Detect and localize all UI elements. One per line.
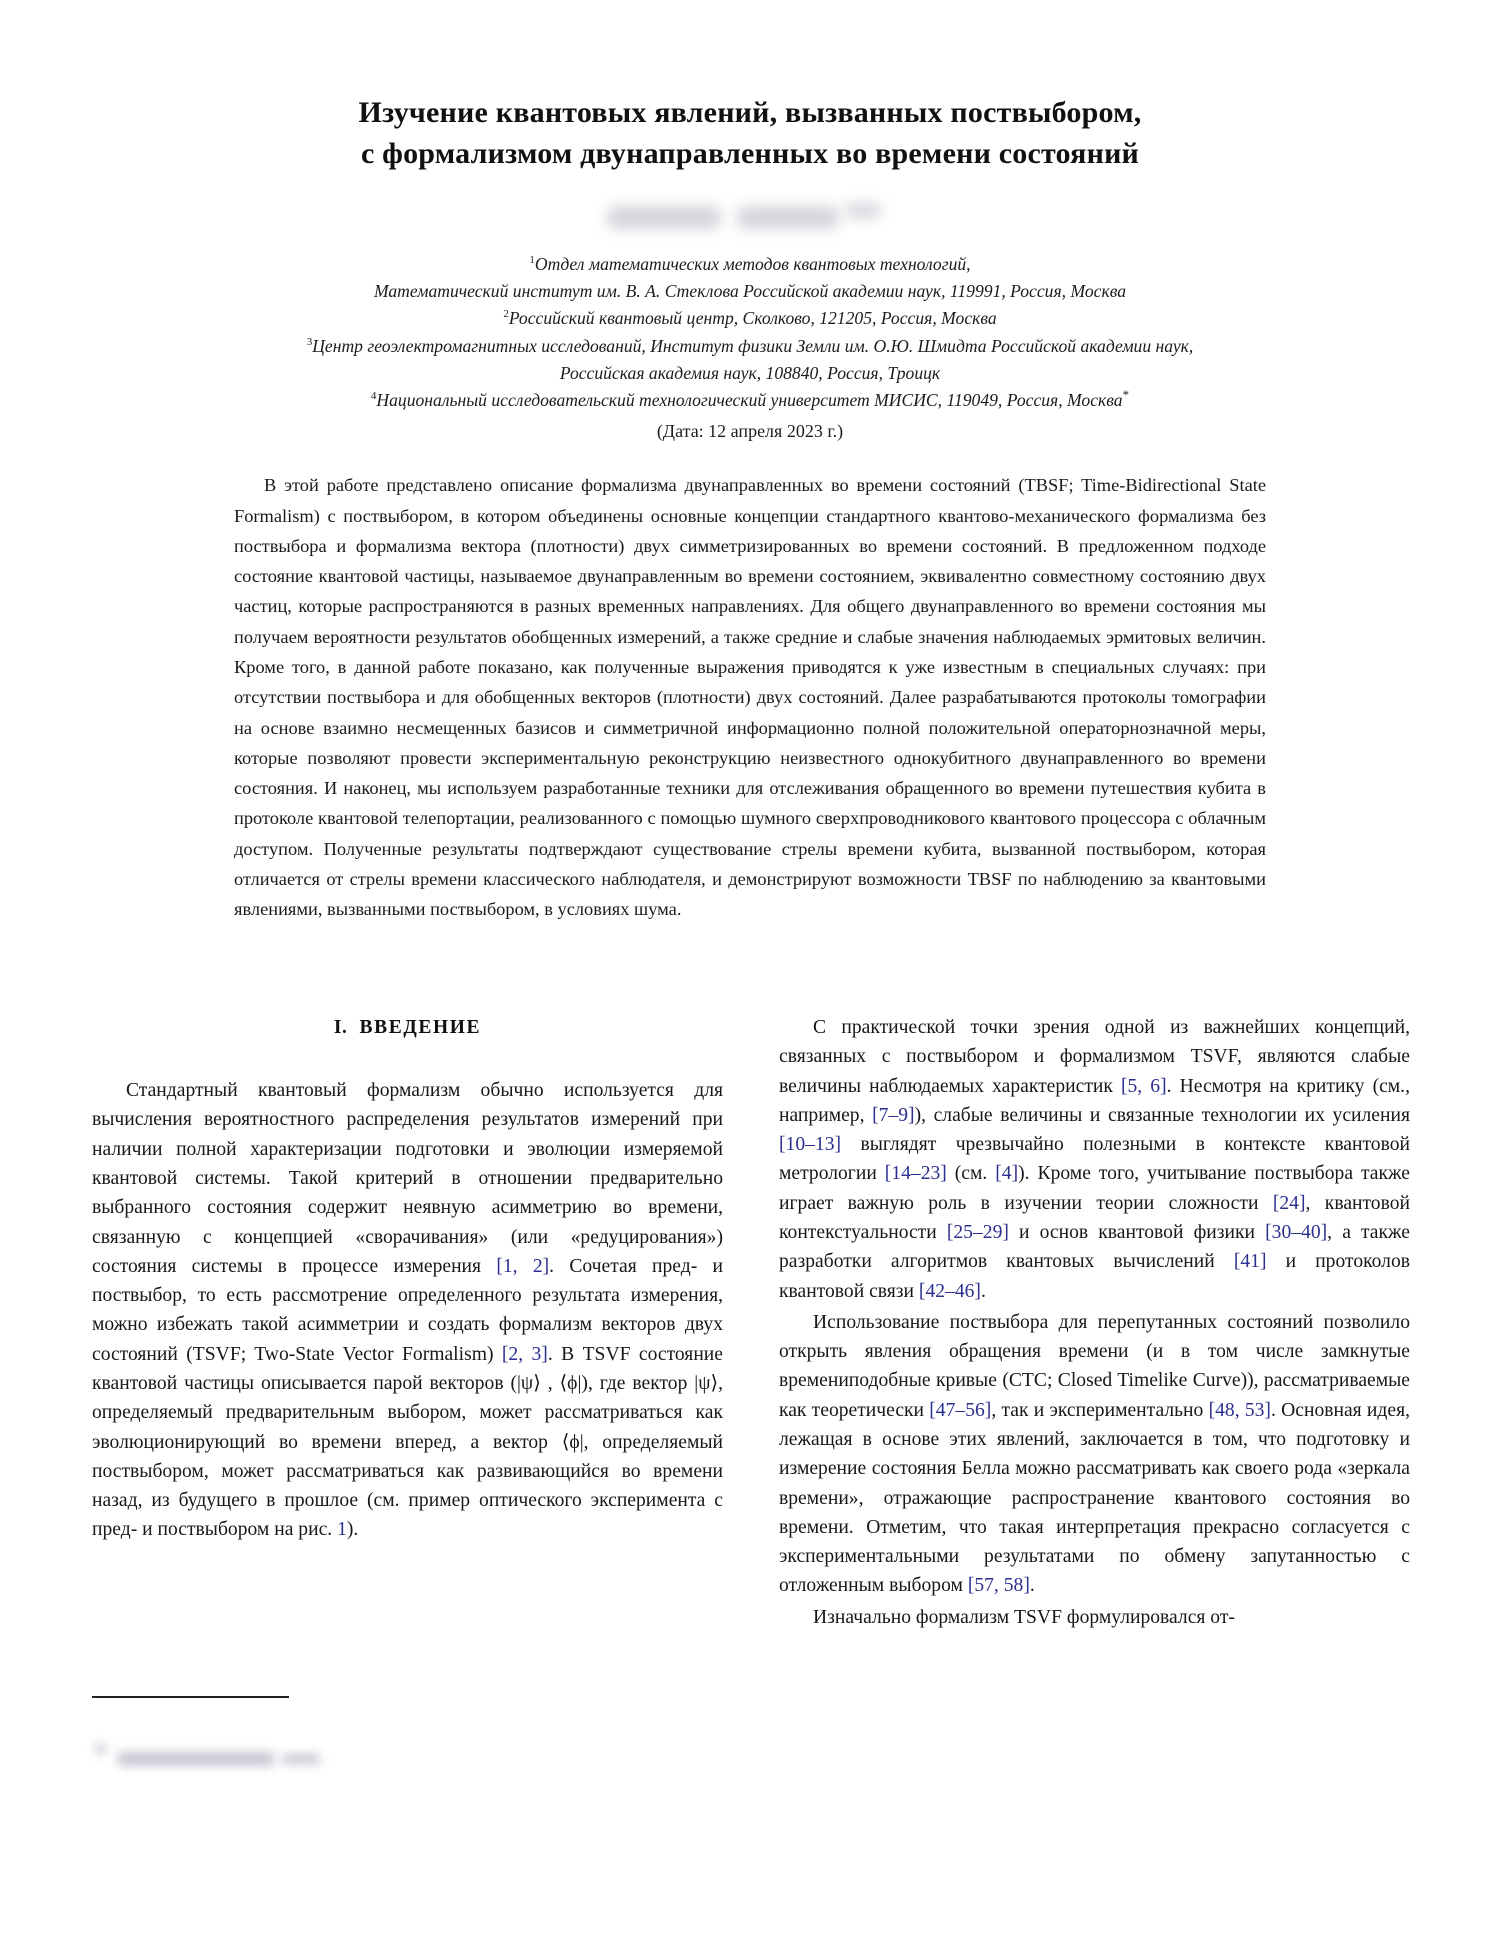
paragraph-text: ), слабые величины и связанные технологии их усиления	[914, 1104, 1410, 1126]
paragraph-text: ).	[346, 1519, 359, 1541]
citation-link[interactable]: [47–56]	[929, 1399, 992, 1421]
citation-link[interactable]: [57, 58]	[967, 1575, 1030, 1597]
citation-link[interactable]: [1, 2]	[496, 1255, 550, 1277]
footnote-email-redacted	[92, 1744, 422, 1770]
citation-link[interactable]: [14–23]	[884, 1163, 947, 1185]
body-columns	[92, 1013, 1410, 1632]
footnote-divider	[92, 1696, 289, 1698]
paragraph-text: . В TSVF состояние квантовой частицы описывается парой векторов (|ψ⟩ , ⟨ϕ|), где вектор |ψ⟩, определяемый предварительным выбором, может рассматриваться как эволюционирующий во времени вперед, а вектор ⟨ϕ|, определяемый поствыбором, может рассматриваться как развивающийся во времени назад, из будущего в прошлое (см. пример оптического эксперимента с пред- и поствыбором на рис.	[92, 1343, 723, 1541]
affiliation-marker-1: 1	[529, 253, 535, 266]
section-title: ВВЕДЕНИЕ	[359, 1017, 482, 1038]
section-heading-introduction	[92, 1013, 723, 1042]
affiliation-1	[0, 251, 1500, 278]
title-line-2: с формализмом двунаправленных во времени состояний	[360, 137, 1140, 171]
paragraph-text: . Основная идея, лежащая в основе этих явлений, заключается в том, что подготовку и измерение состояния Белла можно рассматривать как своего рода «зеркала времени», отражающие распространение квантового состояния во времени. Отметим, что такая интерпретация прекрасно согласуется с экспериментальными результатами по обмену запутанностью с отложенным выбором	[779, 1399, 1410, 1597]
citation-link[interactable]: [2, 3]	[501, 1343, 548, 1365]
citation-link[interactable]: [4]	[995, 1163, 1019, 1185]
affiliation-text-2: Российский квантовый центр, Сколково, 121205, Россия, Москва	[508, 308, 997, 329]
citation-link[interactable]: [25–29]	[946, 1221, 1009, 1243]
paragraph-text: , а также разработки алгоритмов квантовых вычислений	[779, 1221, 1410, 1273]
redaction-blob	[118, 1752, 274, 1766]
citation-link[interactable]: [30–40]	[1265, 1221, 1328, 1243]
paragraph-text: . Сочетая пред- и поствыбор, то есть рассмотрение определенного результата измерения, можно избежать такой асимметрии и создать формализм векторов двух состояний (TSVF; Two-State Vector Formalism)	[92, 1255, 723, 1365]
publication-date: (Дата: 12 апреля 2023 г.)	[656, 421, 844, 442]
affiliation-text-3: Центр геоэлектромагнитных исследований, Институт физики Земли им. О.Ю. Шмидта Российской академии наук,	[312, 335, 1194, 356]
paragraph-text: ). Кроме того, учитывание поствыбора также играет важную роль в изучении теории сложности	[779, 1163, 1410, 1214]
paragraph	[92, 1076, 723, 1545]
affiliation-text-1: Отдел математических методов квантовых технологий,	[534, 253, 971, 274]
affiliation-marker-3: 3	[306, 335, 313, 348]
title-line-1: Изучение квантовых явлений, вызванных поствыбором,	[358, 96, 1142, 129]
title-block	[0, 0, 1500, 442]
redaction-blob	[846, 204, 880, 217]
paragraph-text: выглядят чрезвычайно полезными в контексте квантовой метрологии	[779, 1134, 1410, 1185]
citation-link[interactable]: [42–46]	[918, 1280, 981, 1302]
paragraph: Изначально формализм TSVF формулировался от-	[813, 1606, 1235, 1628]
paragraph-text: Стандартный квантовый формализм обычно используется для вычисления вероятностного распределения результатов измерений при наличии полной характеризации подготовки и эволюции измеряемой квантовой системы. Такой критерий в отношении предварительно выбранного состояния содержит неявную асимметрию во времени, связанную с концепцией «сворачивания» (или «редуцирования») состояния системы в процессе измерения	[92, 1080, 723, 1277]
author-names-redacted	[600, 201, 900, 235]
citation-link[interactable]: [5, 6]	[1120, 1075, 1167, 1097]
affiliation-3	[0, 333, 1500, 360]
figure-link[interactable]: 1	[337, 1519, 347, 1541]
citation-link[interactable]: [48, 53]	[1208, 1399, 1271, 1421]
paragraph-text: , квантовой контекстуальности	[779, 1192, 1410, 1243]
section-number: I.	[333, 1017, 348, 1038]
footnote-area	[92, 1696, 723, 1770]
page-title	[190, 92, 1310, 175]
left-column	[92, 1013, 723, 1632]
abstract-text: В этой работе представлено описание формализма двунаправленных во времени состояний (TBSF; Time-Bidirectional State Formalism) с поствыбором, в котором объединены основные концепции стандартного квантово-механического формализма без поствыбора и формализма вектора (плотности) двух симметризированных во времени состояний. В предложенном подходе состояние квантовой частицы, называемое двунаправленным во времени состоянием, эквивалентно совместному состоянию двух частиц, которые распространяются в разных временных направлениях. Для общего двунаправленного во времени состояния мы получаем вероятности результатов обобщенных измерений, а также средние и слабые значения наблюдаемых эрмитовых величин. Кроме того, в данной работе показано, как полученные выражения приводятся к уже известным в специальных случаях: при отсутствии поствыбора и для обобщенных векторов (плотности) двух состояний. Далее разрабатываются протоколы томографии на основе взаимно несмещенных базисов и симметричной информационно полной положительной операторнозначной меры, которые позволяют провести экспериментальную реконструкцию неизвестного однокубитного двунаправленного во времени состояния. И наконец, мы используем разработанные техники для отслеживания обращенного во времени путешествия кубита в протоколе квантовой телепортации, реализованного с помощью шумного сверхпроводникового квантового процессора с облачным доступом. Полученные результаты подтверждают существование стрелы времени кубита, вызванной поствыбором, которая отличается от стрелы времени классического наблюдателя, и демонстрируют возможности TBSF по наблюдению за квантовыми явлениями, вызванными поствыбором, в условиях шума.	[234, 475, 1266, 920]
citation-link[interactable]: [10–13]	[779, 1134, 842, 1156]
affiliation-1b	[0, 278, 1500, 305]
abstract-section	[234, 470, 1266, 924]
affiliation-text-4: Национальный исследовательский технологический университет МИСИС, 119049, Россия, Москва	[376, 390, 1123, 411]
affiliations-list	[0, 251, 1500, 415]
paragraph-text: . Несмотря на критику (см., например,	[779, 1075, 1410, 1126]
paragraph-text: .	[1029, 1575, 1035, 1597]
paragraph	[779, 1308, 1410, 1601]
redaction-blob	[738, 207, 838, 228]
redaction-blob	[282, 1754, 320, 1764]
paragraph-text: и протоколов квантовой связи	[779, 1251, 1410, 1302]
paragraph	[779, 1013, 1410, 1306]
affiliation-4	[0, 387, 1500, 414]
paragraph-text: (см.	[946, 1163, 996, 1185]
paragraph-text: , так и экспериментально	[991, 1399, 1209, 1421]
paragraph-text: и основ квантовой физики	[1008, 1221, 1266, 1243]
affiliation-3b	[0, 360, 1500, 387]
redaction-blob	[608, 207, 720, 228]
affiliation-2	[0, 305, 1500, 332]
affiliation-text-3b: Российская академия наук, 108840, Россия, Троицк	[559, 362, 941, 383]
citation-link[interactable]: [24]	[1272, 1192, 1306, 1214]
citation-link[interactable]: [41]	[1233, 1251, 1267, 1273]
affiliation-marker-2: 2	[503, 308, 509, 321]
citation-link[interactable]: [7–9]	[872, 1104, 915, 1126]
paragraph-text: С практической точки зрения одной из важнейших концепций, связанных с поствыбором и формализмом TSVF, являются слабые величины наблюдаемых характеристик	[779, 1017, 1410, 1097]
paragraph-text: Использование поствыбора для перепутанных состояний позволило открыть явления обращения времени (и в том числе замкнутые времениподобные кривые (CTC; Closed Timelike Curve)), рассматриваемые как теоретически	[779, 1311, 1410, 1421]
redaction-blob	[96, 1744, 106, 1754]
affiliation-text-1b: Математический институт им. В. А. Стеклова Российской академии наук, 119991, Россия, Москва	[373, 281, 1127, 302]
corresponding-author-marker: *	[1122, 387, 1130, 403]
right-column	[779, 1013, 1410, 1632]
affiliation-marker-4: 4	[370, 390, 377, 403]
paragraph-text: .	[980, 1280, 986, 1302]
